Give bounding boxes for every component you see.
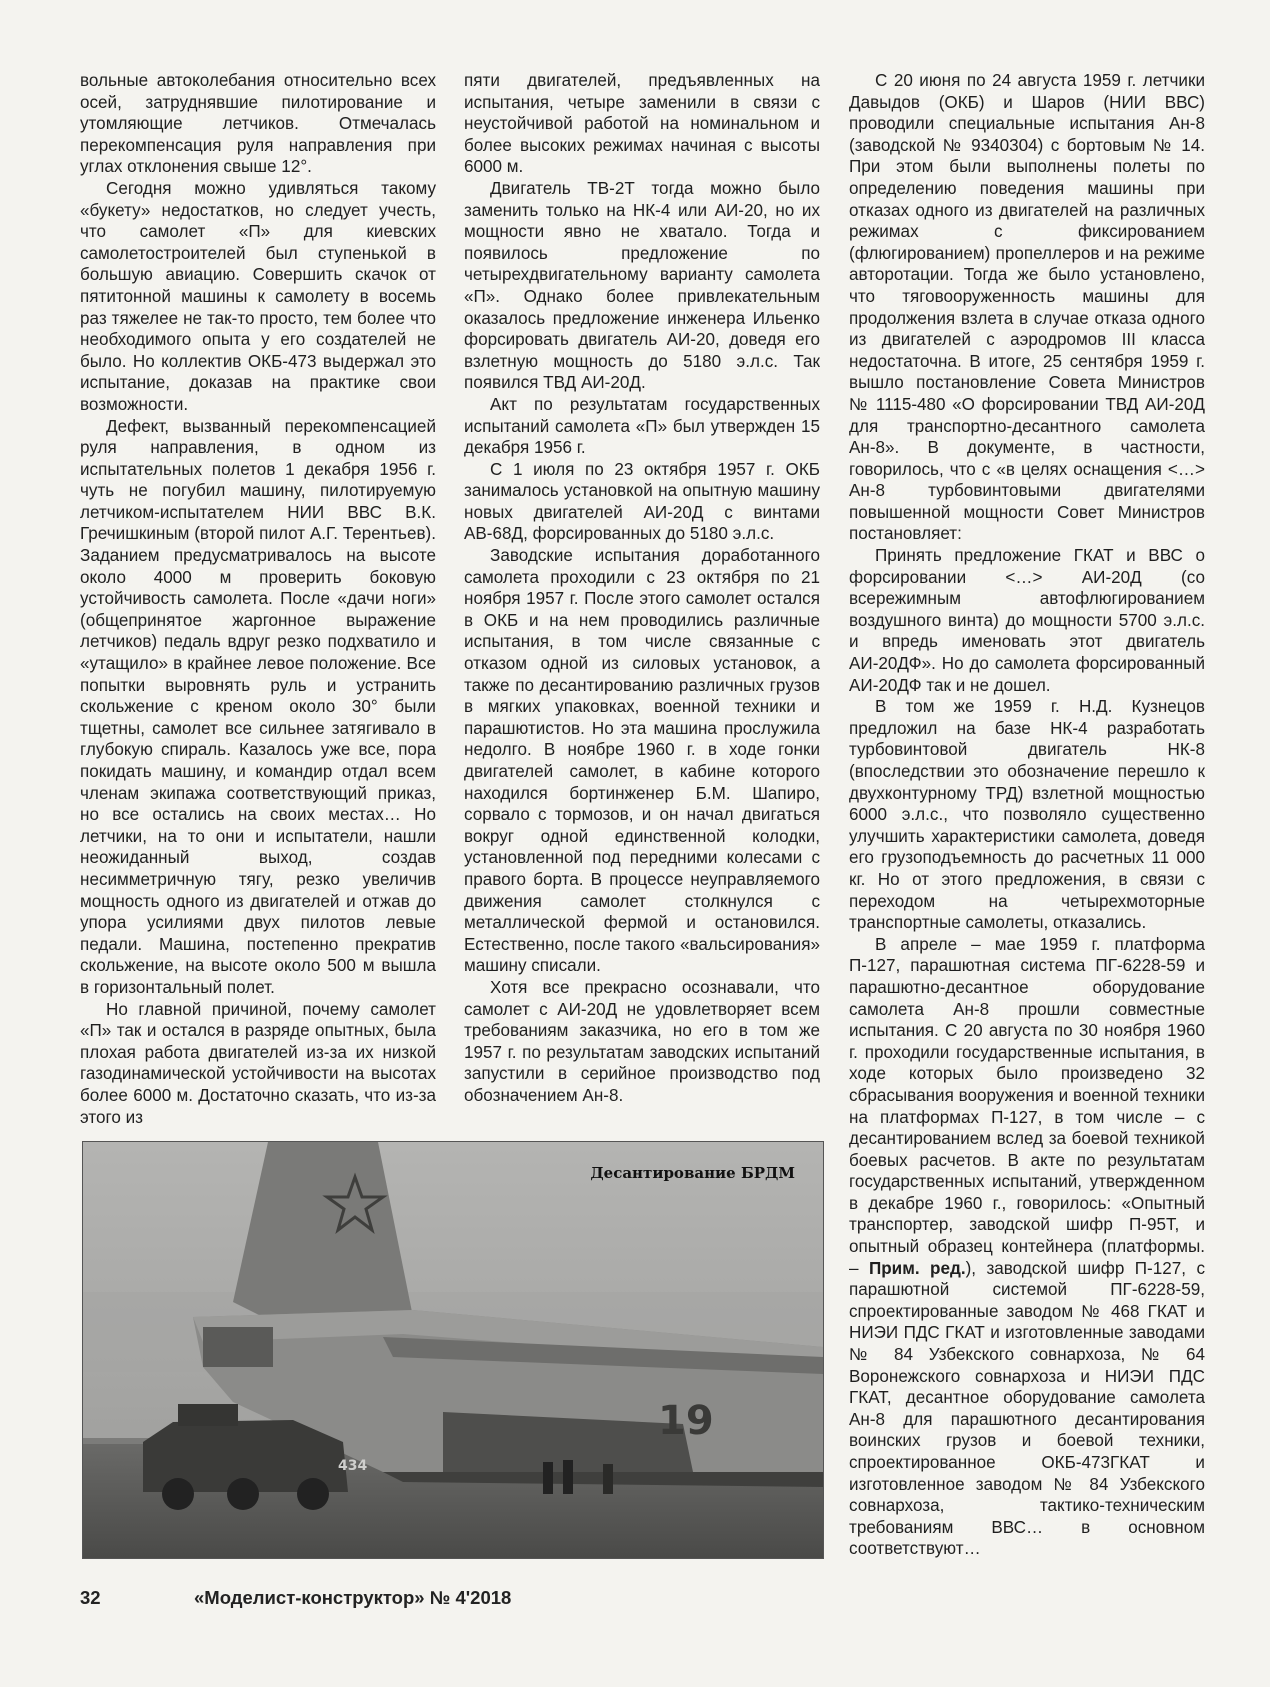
vehicle-number: 434 [338,1458,368,1474]
paragraph-text: В апреле – мае 1959 г. платформа П-127, парашютная система ПГ-6228-59 и парашютно-десантное оборудование самолета Ан-8 прошли совместные испытания. С 20 августа по 30 ноября 1960 г. проходили государственные испытания, в ходе которых было произведено 32 сбрасывания вооружения и военной техники на платформах П-127, в том числе – с десантированием вслед за боевой техникой боевых расчетов. В акте по результатам государственных испытаний, утвержденном в декабре 1960 г., говорилось: «Опытный транспортер, заводской шифр П-95Т, и опытный образец контейнера (платформы. – [849,934,1205,1278]
text-column-3 [849,70,1205,1560]
editor-note: Прим. ред. [868,1258,966,1278]
paragraph: Акт по результатам государственных испытаний самолета «П» был утвержден 15 декабря 1956 г. [464,394,820,458]
paragraph-text: ), заводской шифр П-127, с парашютной системой ПГ-6228-59, спроектированные заводом № 468 ГКАТ и НИЭИ ПДС ГКАТ и изготовленные заводами № 84 Узбекского совнархоза, № 64 Воронежского совнархоза и НИЭИ ПДС ГКАТ, десантное оборудование самолета Ан-8 для парашютного десантирования воинских грузов и боевой техники, спроектированное ОКБ-473ГКАТ и изготовленное заводом № 84 Узбекского совнархоза, тактико-техническим требованиям ВВС… в основном соответствуют… [849,1258,1205,1559]
paragraph: С 20 июня по 24 августа 1959 г. летчики Давыдов (ОКБ) и Шаров (НИИ ВВС) проводили специальные испытания Ан-8 (заводской № 9340304) с бортовым № 14. При этом были выполнены полеты по определению поведения машины при отказах одного из двигателей на различных режимах с фиксированием (флюгированием) пропеллеров и на режиме авторотации. Тогда же было установлено, что тяговооруженность машины для продолжения взлета в случае отказа одного из двигателей с аэродромов III класса недостаточна. В итоге, 25 сентября 1959 г. вышло постановление Совета Министров № 1115-480 «О форсировании ТВД АИ-20Д для транспортно-десантного самолета Ан-8». В документе, в частности, говорилось, что с «в целях оснащения <…> Ан-8 турбовинтовыми двигателями повышенной мощности Совет Министров постановляет: [849,71,1205,544]
page-number: 32 [80,1587,101,1608]
magazine-issue: «Моделист-конструктор» № 4'2018 [194,1587,512,1608]
paragraph: пяти двигателей, предъявленных на испытания, четыре заменили в связи с неустойчивой работой на номинальном и более высоких режимах начиная с высоты 6000 м. [464,71,820,177]
text-column-2 [464,70,820,1107]
photo-brdm-airdrop [82,1141,824,1559]
paragraph: Но главной причиной, почему самолет «П» так и остался в разряде опытных, была плохая работа двигателей из-за их низкой газодинамической устойчивости на высотах более 6000 м. Достаточно сказать, что из-за этого из [80,999,436,1127]
photo-illustration [83,1142,823,1558]
page-footer [80,1587,511,1609]
paragraph: Сегодня можно удивляться такому «букету» недостатков, но следует учесть, что самолет «П» для киевских самолетостроителей был ступенькой в большую авиацию. Совершить скачок от пятитонной машины к самолету в восемь раз тяжелее не так-то просто, тем более что необходимого опыта у его создателей не было. Но коллектив ОКБ-473 выдержал это испытание, доказав на практике свои возможности. [80,178,436,414]
paragraph: вольные автоколебания относительно всех осей, затруднявшие пилотирование и утомляющие летчиков. Отмечалась перекомпенсация руля направления при углах отклонения свыше 12°. [80,71,436,177]
paragraph: Двигатель ТВ-2Т тогда можно было заменить только на НК-4 или АИ-20, но их мощности явно не хватало. Тогда и появилось предложение по четырехдвигательному варианту самолета «П». Однако более привлекательным оказалось предложение инженера Ильенко форсировать двигатель АИ-20, доведя его взлетную мощность до 5180 э.л.с. Так появился ТВД АИ-20Д. [464,178,820,393]
paragraph: Дефект, вызванный перекомпенсацией руля направления, в одном из испытательных полетов 1 декабря 1956 г. чуть не погубил машину, пилотируемую летчиком-испытателем НИИ ВВС В.К. Гречишкиным (второй пилот А.Г. Терентьев). Заданием предусматривалось на высоте около 4000 м проверить боковую устойчивость самолета. После «дачи ноги» (общепринятое жаргонное выражение летчиков) педаль вдруг резко подхватило и «утащило» в крайнее левое положение. Все попытки выровнять руль и устранить скольжение с креном около 30° были тщетны, самолет все сильнее затягивало в глубокую спираль. Казалось уже все, пора покидать машину, и командир отдал всем членам экипажа соответствующий приказ, но все остались на своих местах… Но летчики, на то они и испытатели, нашли неожиданный выход, создав несимметричную тягу, резко увеличив мощность одного из двигателей и отжав до упора усилиями двух пилотов левые педали. Машина, постепенно прекратив скольжение, на высоте около 500 м вышла в горизонтальный полет. [80,416,436,997]
aircraft-number: 19 [658,1398,714,1444]
text-column-1 [80,70,436,1128]
paragraph: В том же 1959 г. Н.Д. Кузнецов предложил на базе НК-4 разработать турбовинтовой двигатель НК-8 (впоследствии это обозначение перешло к двухконтурному ТРД) взлетной мощностью 6000 э.л.с., что позволяло существенно улучшить характеристики самолета, доведя его грузоподъемность до расчетных 11 000 кг. Но от этого предложения, в связи с переходом на четырехмоторные транспортные самолеты, отказались. [849,697,1205,933]
paragraph: Принять предложение ГКАТ и ВВС о форсировании <…> АИ-20Д (со всережимным автофлюгированием воздушного винта) до мощности 5700 э.л.с. и впредь именовать этот двигатель АИ-20ДФ». Но до самолета форсированный АИ-20ДФ так и не дошел. [849,546,1205,695]
paragraph: Заводские испытания доработанного самолета проходили с 23 октября по 21 ноября 1957 г. После этого самолет остался в ОКБ и на нем проводились различные испытания, в том числе связанные с отказом одной из силовых установок, а также по десантированию различных грузов в мягких упаковках, военной техники и парашютистов. Но эта машина прослужила недолго. В ноябре 1960 г. в ходе гонки двигателей самолет, в кабине которого находился бортинженер Б.М. Шапиро, сорвало с тормозов, и он начал двигаться вокруг одной единственной колодки, установленной под передними колесами с правого борта. В процессе неуправляемого движения самолет столкнулся с металлической фермой и остановился. Естественно, после такого «вальсирования» машину списали. [464,546,820,976]
paragraph: Хотя все прекрасно осознавали, что самолет с АИ-20Д не удовлетворяет всем требованиям заказчика, но его в том же 1957 г. по результатам заводских испытаний запустили в серийное производство под обозначением Ан-8. [464,977,820,1105]
paragraph [849,934,1205,1560]
paragraph: С 1 июля по 23 октября 1957 г. ОКБ занималось установкой на опытную машину новых двигателей АИ-20Д с винтами АВ-68Д, форсированных до 5180 э.л.с. [464,459,820,544]
photo-caption: Десантирование БРДМ [590,1164,795,1182]
